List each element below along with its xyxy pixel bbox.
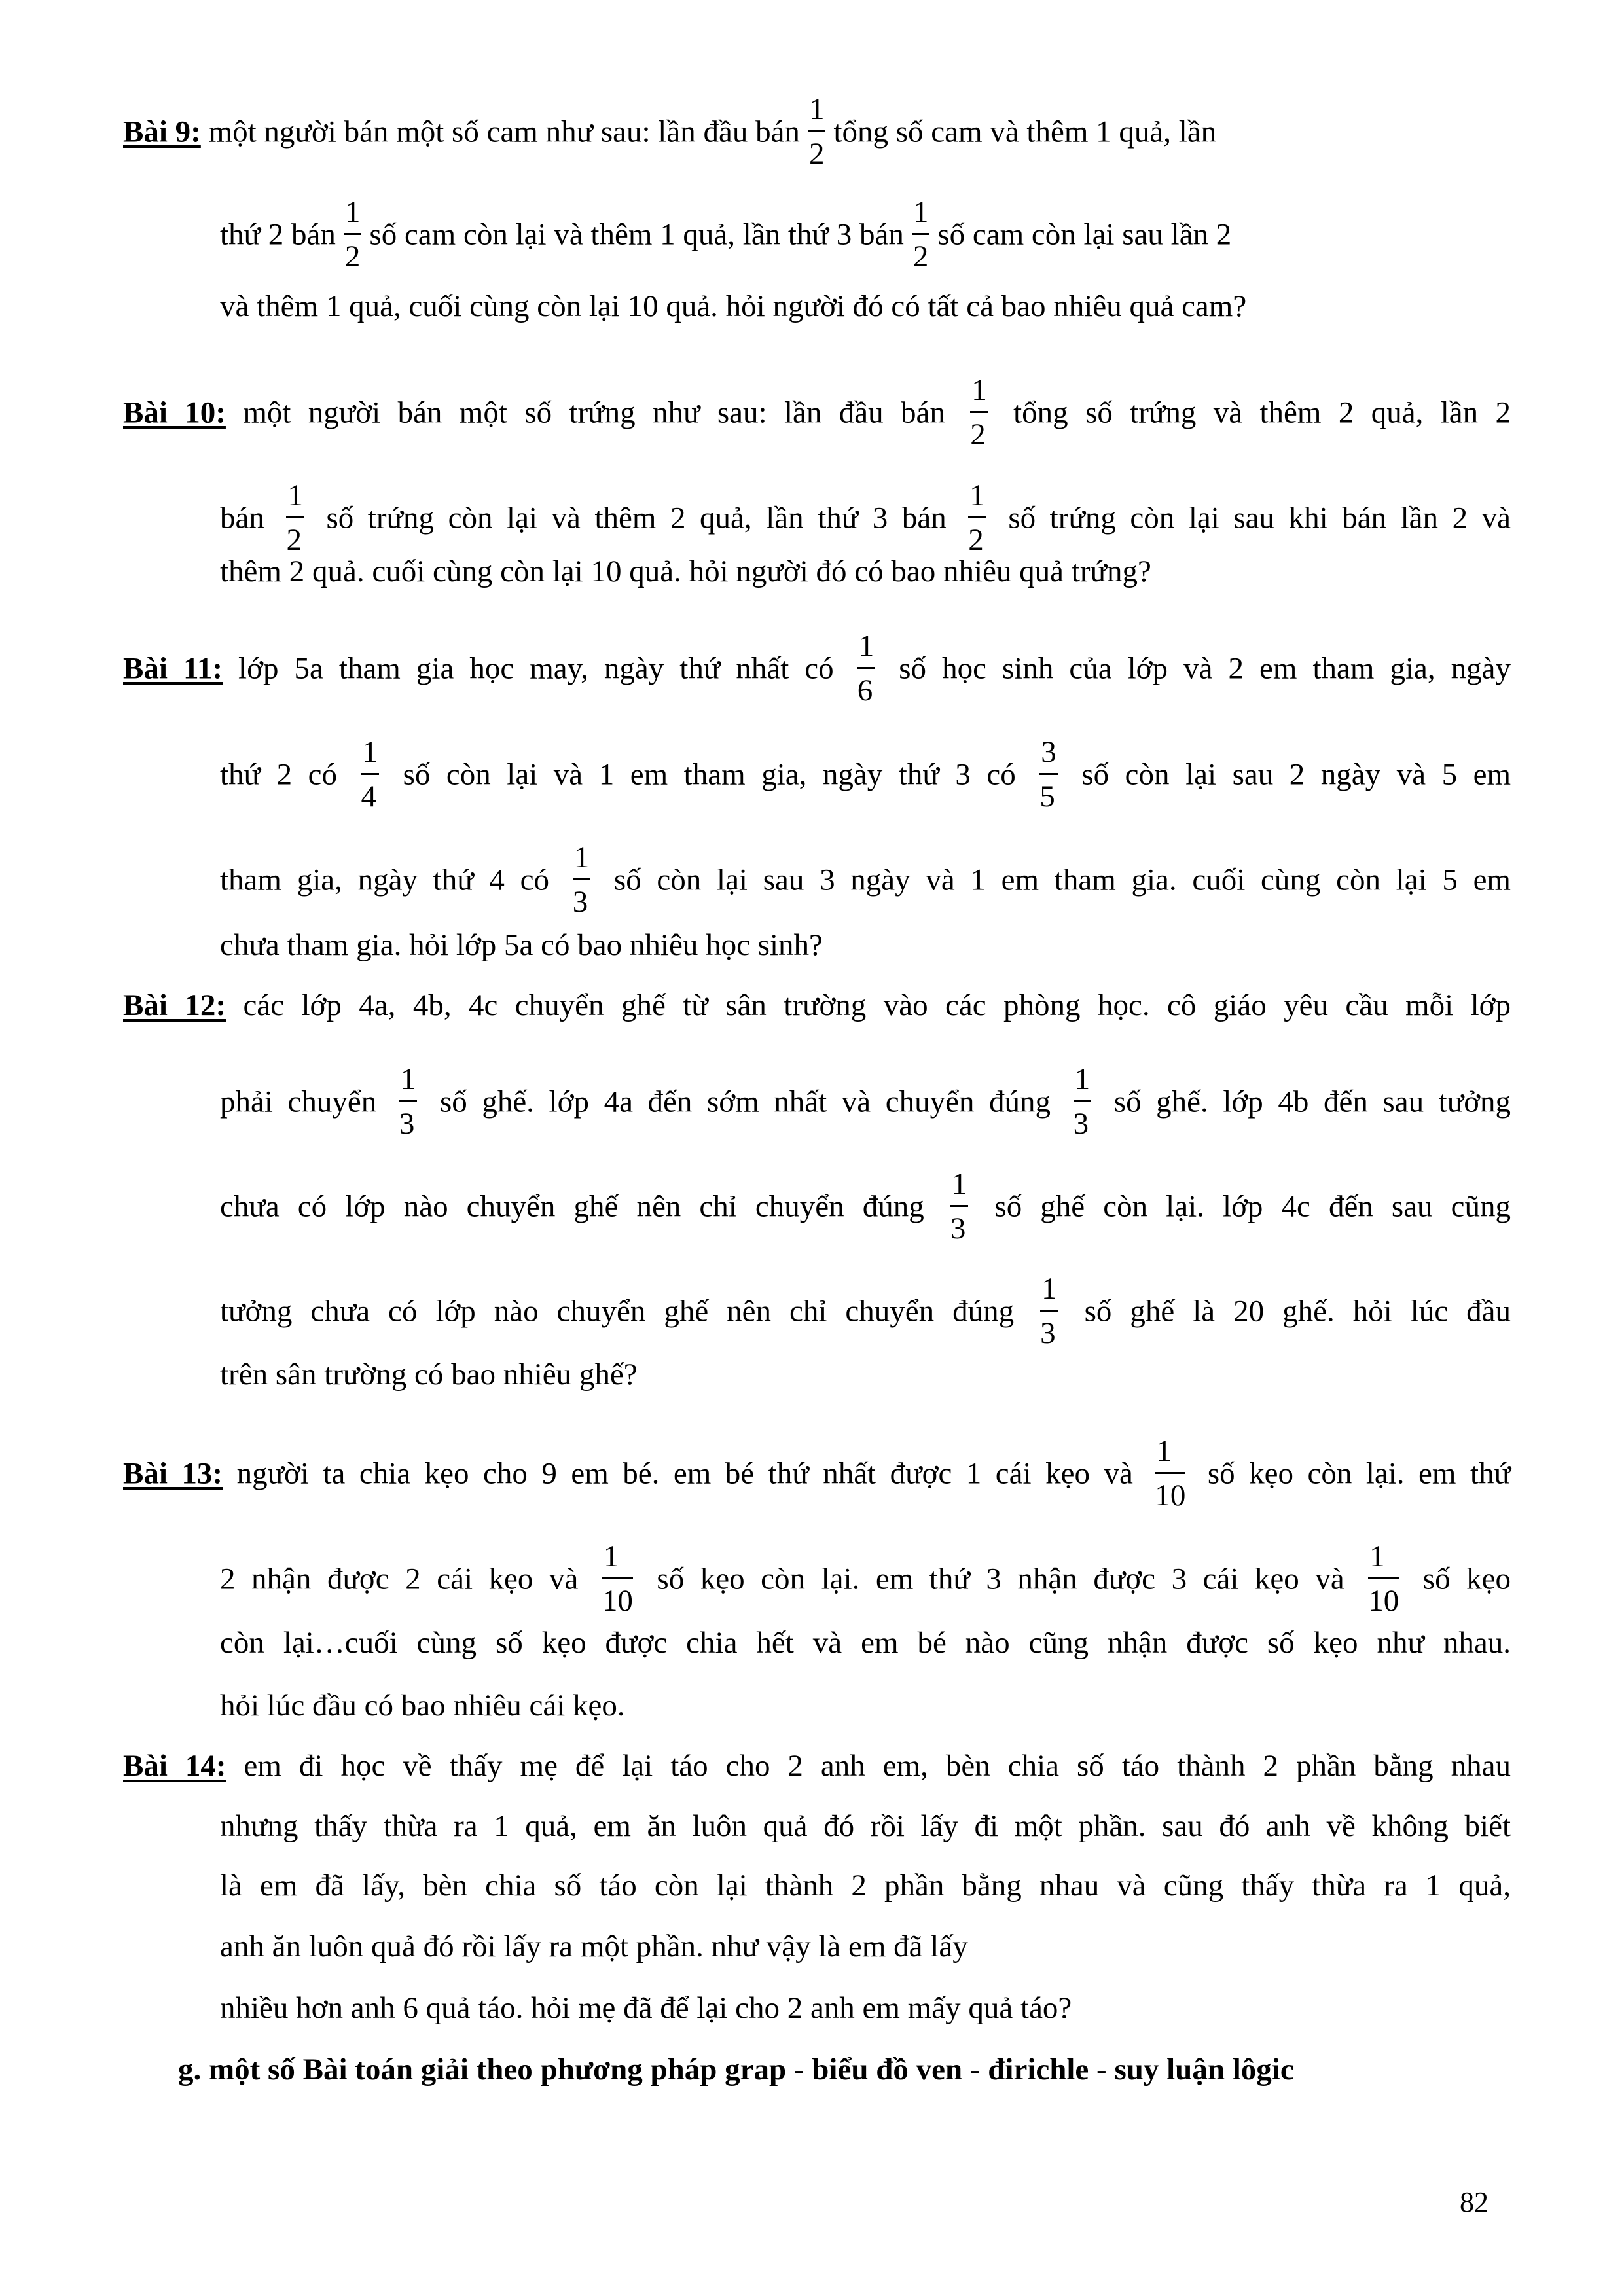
problem-text: tưởng chưa có lớp nào chuyển ghế nên chỉ chuyển đúng xyxy=(220,1294,1015,1329)
problem-text: nhưng thấy thừa ra 1 quả, em ăn luôn quả đó rồi lấy đi một phần. sau đó anh về không biết xyxy=(220,1809,1511,1843)
problem-text: số cam còn lại và thêm 1 quả, lần thứ 3 bán xyxy=(369,217,904,252)
fraction xyxy=(1040,1274,1058,1349)
fraction-denominator: 10 xyxy=(602,1584,633,1618)
problem-text: tổng số cam và thêm 1 quả, lần xyxy=(833,115,1217,149)
problem-12-line-5 xyxy=(220,1356,638,1393)
fraction xyxy=(573,842,591,918)
problem-text: số kẹo còn lại. em thứ xyxy=(1207,1456,1511,1491)
fraction-numerator: 1 xyxy=(1040,1274,1058,1312)
fraction xyxy=(808,94,826,170)
problem-text: bán xyxy=(220,501,264,535)
problem-text: số kẹo còn lại. em thứ 3 nhận được 3 cái kẹo và xyxy=(657,1562,1344,1596)
problem-13-line-1 xyxy=(123,1434,1511,1514)
problem-13-line-4 xyxy=(220,1687,625,1724)
fraction-denominator: 6 xyxy=(857,673,873,708)
problem-text: em đi học về thấy mẹ để lại táo cho 2 anh em, bèn chia số táo thành 2 phần bằng nhau xyxy=(244,1749,1511,1783)
problem-9-line-2 xyxy=(220,195,1232,275)
problem-text: một người bán một số cam như sau: lần đầu bán xyxy=(208,115,800,149)
problem-12-line-4 xyxy=(220,1272,1511,1352)
fraction-denominator: 3 xyxy=(950,1211,966,1246)
fraction xyxy=(968,480,986,556)
problem-label: Bài 10: xyxy=(123,395,226,430)
fraction xyxy=(950,1169,969,1244)
fraction xyxy=(286,480,304,556)
fraction-denominator: 2 xyxy=(344,240,361,274)
fraction-numerator: 1 xyxy=(1155,1436,1185,1474)
problem-10-line-3 xyxy=(220,553,1151,590)
problem-text: số ghế. lớp 4b đến sau tưởng xyxy=(1113,1085,1511,1119)
problem-text: số học sinh của lớp và 2 em tham gia, ngày xyxy=(899,651,1511,686)
fraction-numerator: 1 xyxy=(950,1169,969,1207)
problem-11-line-4 xyxy=(220,927,823,963)
problem-11-line-3 xyxy=(220,840,1511,920)
fraction-denominator: 2 xyxy=(970,418,986,452)
fraction-denominator: 3 xyxy=(1073,1107,1089,1141)
fraction-denominator: 3 xyxy=(399,1107,415,1141)
problem-text: các lớp 4a, 4b, 4c chuyển ghế từ sân trường vào các phòng học. cô giáo yêu cầu mỗi lớp xyxy=(243,988,1511,1022)
fraction-denominator: 3 xyxy=(572,885,588,919)
fraction-denominator: 10 xyxy=(1155,1479,1186,1513)
problem-label: Bài 12: xyxy=(123,988,226,1022)
fraction xyxy=(970,375,988,450)
fraction-numerator: 1 xyxy=(968,480,986,518)
fraction-numerator: 1 xyxy=(970,375,988,413)
problem-text: số trứng còn lại và thêm 2 quả, lần thứ 3 bán xyxy=(326,501,947,535)
problem-text: số kẹo xyxy=(1422,1562,1511,1596)
problem-11-line-1 xyxy=(123,629,1511,709)
fraction-denominator: 10 xyxy=(1368,1584,1399,1618)
fraction xyxy=(1368,1541,1399,1617)
fraction xyxy=(344,197,362,272)
fraction xyxy=(912,197,930,272)
problem-text: số còn lại và 1 em tham gia, ngày thứ 3 có xyxy=(403,757,1016,792)
problem-text: thứ 2 bán xyxy=(220,217,336,252)
fraction-numerator: 1 xyxy=(912,197,930,235)
fraction xyxy=(1155,1436,1185,1511)
problem-text: số còn lại sau 3 ngày và 1 em tham gia. cuối cùng còn lại 5 em xyxy=(613,863,1511,897)
problem-14-line-3 xyxy=(220,1867,1511,1904)
problem-text: lớp 5a tham gia học may, ngày thứ nhất có xyxy=(238,651,834,686)
problem-9-line-3 xyxy=(220,288,1246,325)
fraction-numerator: 1 xyxy=(361,737,380,775)
problem-label: Bài 13: xyxy=(123,1456,223,1491)
problem-text: anh ăn luôn quả đó rồi lấy ra một phần. như vậy là em đã lấy xyxy=(220,1929,968,1964)
problem-label: Bài 9: xyxy=(123,115,201,149)
problem-12-line-2 xyxy=(220,1062,1511,1142)
page-number: 82 xyxy=(1460,2186,1489,2218)
problem-text: 2 nhận được 2 cái kẹo và xyxy=(220,1562,579,1596)
fraction xyxy=(361,737,380,812)
problem-label: Bài 14: xyxy=(123,1749,226,1783)
section-heading: g. một số Bài toán giải theo phương pháp grap - biểu đồ ven - đirichle - suy luận lôgic xyxy=(178,2053,1294,2087)
fraction-denominator: 2 xyxy=(286,523,302,557)
problem-text: số ghế còn lại. lớp 4c đến sau cũng xyxy=(994,1189,1511,1224)
problem-text: tham gia, ngày thứ 4 có xyxy=(220,863,549,897)
problem-text: và thêm 1 quả, cuối cùng còn lại 10 quả. hỏi người đó có tất cả bao nhiêu quả cam? xyxy=(220,289,1247,323)
fraction-denominator: 3 xyxy=(1040,1316,1056,1350)
fraction xyxy=(399,1064,418,1139)
fraction-numerator: 1 xyxy=(1074,1064,1092,1102)
fraction-denominator: 5 xyxy=(1039,780,1055,814)
fraction-numerator: 1 xyxy=(1368,1541,1399,1579)
problem-14-line-4 xyxy=(220,1928,968,1965)
problem-13-line-2 xyxy=(220,1539,1511,1619)
problem-12-line-1 xyxy=(123,987,1511,1024)
problem-text: số ghế là 20 ghế. hỏi lúc đầu xyxy=(1084,1294,1511,1329)
problem-14-line-5 xyxy=(220,1990,1072,2026)
problem-text: thêm 2 quả. cuối cùng còn lại 10 quả. hỏi người đó có bao nhiêu quả trứng? xyxy=(220,554,1151,588)
problem-text: nhiều hơn anh 6 quả táo. hỏi mẹ đã để lại cho 2 anh em mấy quả táo? xyxy=(220,1991,1072,2025)
problem-text: còn lại…cuối cùng số kẹo được chia hết và em bé nào cũng nhận được số kẹo như nhau. xyxy=(220,1626,1511,1660)
problem-text: người ta chia kẹo cho 9 em bé. em bé thứ nhất được 1 cái kẹo và xyxy=(236,1456,1133,1491)
fraction-denominator: 2 xyxy=(968,523,984,557)
problem-text: số còn lại sau 2 ngày và 5 em xyxy=(1081,757,1511,792)
fraction-denominator: 4 xyxy=(361,780,377,814)
problem-label: Bài 11: xyxy=(123,651,223,686)
fraction-numerator: 1 xyxy=(602,1541,633,1579)
problem-text: trên sân trường có bao nhiêu ghế? xyxy=(220,1357,638,1391)
problem-14-line-2 xyxy=(220,1808,1511,1844)
problem-text: hỏi lúc đầu có bao nhiêu cái kẹo. xyxy=(220,1689,625,1723)
fraction xyxy=(1074,1064,1092,1139)
problem-text: thứ 2 có xyxy=(220,757,337,792)
problem-10-line-2 xyxy=(220,478,1511,558)
fraction-numerator: 1 xyxy=(857,631,876,669)
fraction-numerator: 1 xyxy=(286,480,304,518)
problem-12-line-3 xyxy=(220,1167,1511,1247)
problem-text: phải chuyển xyxy=(220,1085,377,1119)
fraction xyxy=(602,1541,633,1617)
problem-text: một người bán một số trứng như sau: lần đầu bán xyxy=(243,395,945,430)
problem-text: chưa có lớp nào chuyển ghế nên chỉ chuyển đúng xyxy=(220,1189,924,1224)
problem-text: số trứng còn lại sau khi bán lần 2 và xyxy=(1008,501,1511,535)
fraction-numerator: 1 xyxy=(808,94,826,132)
problem-13-line-3 xyxy=(220,1624,1511,1661)
problem-10-line-1 xyxy=(123,373,1511,453)
problem-text: số cam còn lại sau lần 2 xyxy=(937,217,1232,252)
problem-11-line-2 xyxy=(220,735,1511,815)
problem-text: tổng số trứng và thêm 2 quả, lần 2 xyxy=(1013,395,1511,430)
fraction-numerator: 1 xyxy=(573,842,591,880)
fraction-numerator: 1 xyxy=(399,1064,418,1102)
problem-14-line-1 xyxy=(123,1748,1511,1784)
fraction-denominator: 2 xyxy=(912,240,929,274)
fraction xyxy=(857,631,876,706)
fraction-numerator: 1 xyxy=(344,197,362,235)
problem-text: chưa tham gia. hỏi lớp 5a có bao nhiêu học sinh? xyxy=(220,928,823,962)
fraction-denominator: 2 xyxy=(808,137,825,171)
fraction-numerator: 3 xyxy=(1039,737,1058,775)
problem-9-line-1 xyxy=(123,92,1217,172)
problem-text: là em đã lấy, bèn chia số táo còn lại thành 2 phần bằng nhau và cũng thấy thừa ra 1 quả, xyxy=(220,1869,1511,1903)
problem-text: số ghế. lớp 4a đến sớm nhất và chuyển đúng xyxy=(439,1085,1051,1119)
fraction xyxy=(1039,737,1058,812)
